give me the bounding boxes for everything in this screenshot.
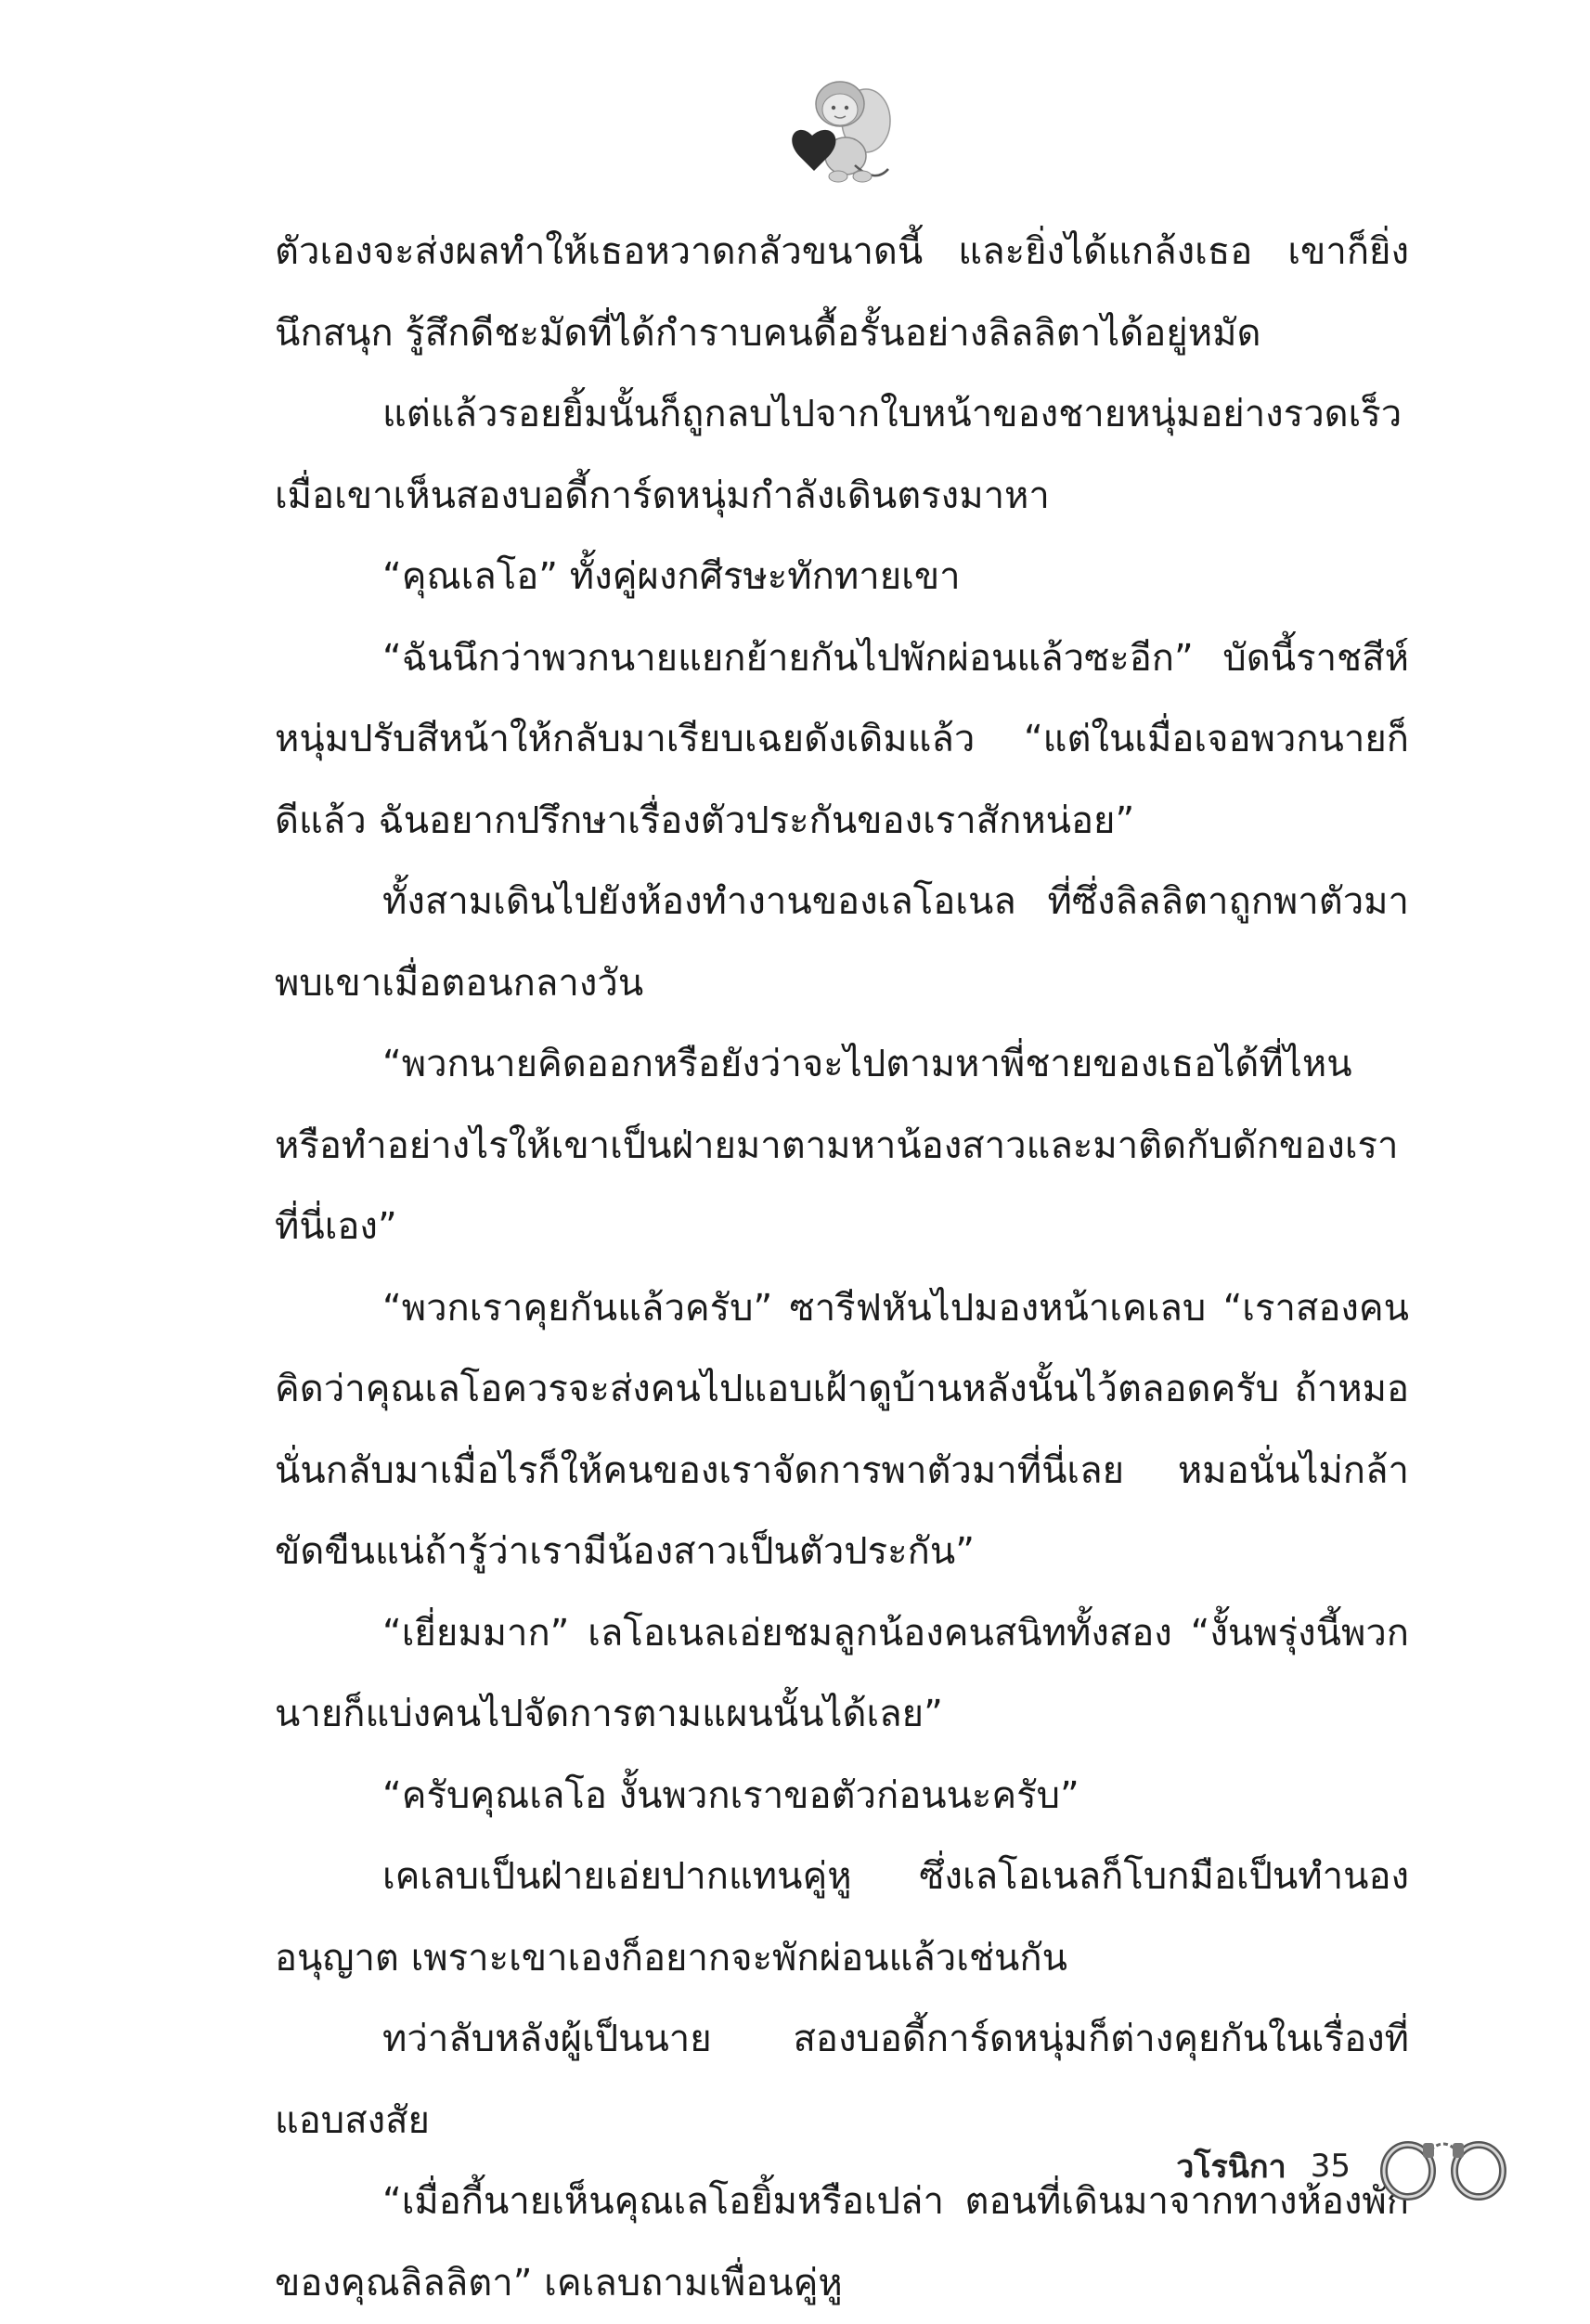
paragraph: “เมื่อกี้นายเห็นคุณเลโอยิ้มหรือเปล่า ตอนที่เดินมาจากทางห้องพักของคุณลิลลิตา” เคเลบถามเพื่อนคู่หู — [275, 2180, 1409, 2305]
paragraph: “เยี่ยมมาก” เลโอเนลเอ่ยชมลูกน้องคนสนิททั้งสอง “งั้นพรุ่งนี้พวกนายก็แบ่งคนไปจัดการตามแผนนั้นได้เลย” — [275, 1611, 1409, 1735]
paragraph: ทว่าลับหลังผู้เป็นนาย สองบอดี้การ์ดหนุ่มก็ต่างคุยกันในเรื่องที่แอบสงสัย — [275, 2018, 1409, 2142]
handcuffs-icon — [1375, 2124, 1512, 2208]
paragraph: แต่แล้วรอยยิ้มนั้นก็ถูกลบไปจากใบหน้าของชายหนุ่มอย่างรวดเร็ว เมื่อเขาเห็นสองบอดี้การ์ดหนุ่มกำลังเดินตรงมาหา — [275, 393, 1403, 517]
paragraph: “พวกนายคิดออกหรือยังว่าจะไปตามหาพี่ชายของเธอได้ที่ไหน หรือทำอย่างไรให้เขาเป็นฝ่ายมาตามหาน้องสาวและมาติดกับดักของเราที่นี่เอง” — [275, 1043, 1399, 1248]
author-name: วโรนิกา — [1176, 2149, 1286, 2186]
page-number: 35 — [1310, 2148, 1351, 2185]
page-footer — [1176, 2124, 1512, 2208]
paragraph: ตัวเองจะส่งผลทำให้เธอหวาดกลัวขนาดนี้ และยิ่งได้แกล้งเธอ เขาก็ยิ่งนึกสนุก รู้สึกดีชะมัดที่ได้กำราบคนดื้อรั้นอย่างลิลลิตาได้อยู่หมัด — [275, 230, 1409, 355]
paragraph: “ฉันนึกว่าพวกนายแยกย้ายกันไปพักผ่อนแล้วซะอีก” บัดนี้ราชสีห์หนุ่มปรับสีหน้าให้กลับมาเรียบเฉยดังเดิมแล้ว “แต่ในเมื่อเจอพวกนายก็ดีแล้ว ฉันอยากปรึกษาเรื่องตัวประกันของเราสักหน่อย” — [275, 636, 1409, 842]
cupid-with-heart-icon — [784, 72, 896, 188]
paragraph: ทั้งสามเดินไปยังห้องทำงานของเลโอเนล ที่ซึ่งลิลลิตาถูกพาตัวมาพบเขาเมื่อตอนกลางวัน — [275, 880, 1409, 1005]
paragraph: “ครับคุณเลโอ งั้นพวกเราขอตัวก่อนนะครับ” — [382, 1773, 1079, 1817]
paragraph: “คุณเลโอ” ทั้งคู่ผงกศีรษะทักทายเขา — [382, 555, 961, 598]
body-text — [275, 212, 1409, 2324]
paragraph: “พวกเราคุยกันแล้วครับ” ซารีฟหันไปมองหน้าเคเลบ “เราสองคนคิดว่าคุณเลโอควรจะส่งคนไปแอบเฝ้าดูบ้านหลังนั้นไว้ตลอดครับ ถ้าหมอนั่นกลับมาเมื่อไรก็ให้คนของเราจัดการพาตัวมาที่นี่เลย หมอนั่นไม่กล้าขัดขืนแน่ถ้ารู้ว่าเรามีน้องสาวเป็นตัวประกัน” — [275, 1286, 1409, 1573]
paragraph: เคเลบเป็นฝ่ายเอ่ยปากแทนคู่หู ซึ่งเลโอเนลก็โบกมือเป็นทำนองอนุญาต เพราะเขาเองก็อยากจะพักผ่อนแล้วเช่นกัน — [275, 1855, 1409, 1980]
